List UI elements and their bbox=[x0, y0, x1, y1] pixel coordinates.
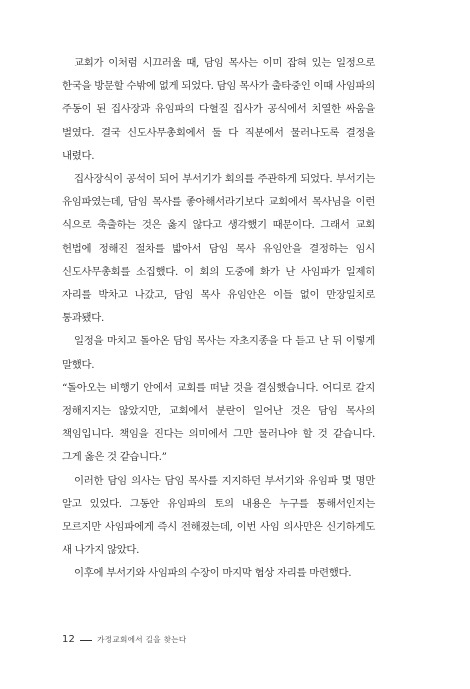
paragraph-5: 이러한 담임 의사는 담임 목사를 지지하던 부서기와 유임파 몇 명만 알고 있었다. 그동안 유임파의 토의 내용은 누구를 통해서인지는 모르지만 사임파에게 즉시 전해졌는데, 이번 사임 의사만은 신기하게도 새 나가지 않았다. bbox=[62, 474, 375, 557]
body-text bbox=[62, 52, 375, 586]
quote-paragraph: “돌아오는 비행기 안에서 교회를 떠날 것을 결심했습니다. 어디로 갈지 정해지지는 않았지만, 교회에서 분란이 일어난 것은 담임 목사의 책임입니다. 책임을 진다는 의미에서 그만 물러나야 할 것 같습니다. 그게 옳은 것 같습니다.” bbox=[62, 381, 375, 464]
page-footer bbox=[62, 632, 187, 646]
footer-divider bbox=[80, 640, 92, 641]
paragraph-1: 교회가 이처럼 시끄러울 때, 담임 목사는 이미 잡혀 있는 일정으로 한국을 방문할 수밖에 없게 되었다. 담임 목사가 출타중인 이때 사임파의 주동이 된 집사장과 유임파의 다혈질 집사가 공식에서 치열한 싸움을 벌였다. 결국 신도사무총회에서 둘 다 직분에서 물러나도록 결정을 내렸다. bbox=[62, 57, 375, 162]
running-title: 가정교회에서 길을 찾는다 bbox=[97, 634, 187, 644]
paragraph-6: 이후에 부서기와 사임파의 수장이 마지막 협상 자리를 마련했다. bbox=[74, 567, 352, 580]
paragraph-3: 일정을 마치고 돌아온 담임 목사는 자초지종을 다 듣고 난 뒤 이렇게 말했다. bbox=[62, 335, 375, 371]
paragraph-2: 집사장식이 공석이 되어 부서기가 회의를 주관하게 되었다. 부서기는 유임파였는데, 담임 목사를 좋아해서라기보다 교회에서 목사님을 이런 식으로 축출하는 것은 옳지 않다고 생각했기 때문이다. 그래서 교회 헌법에 정해진 절차를 밟아서 담임 목사 유임안을 결정하는 임시 신도사무총회를 소집했다. 이 회의 도중에 화가 난 사임파가 일제히 자리를 박차고 나갔고, 담임 목사 유임안은 이들 없이 만장일치로 통과됐다. bbox=[62, 173, 375, 325]
page-number: 12 bbox=[62, 633, 76, 645]
